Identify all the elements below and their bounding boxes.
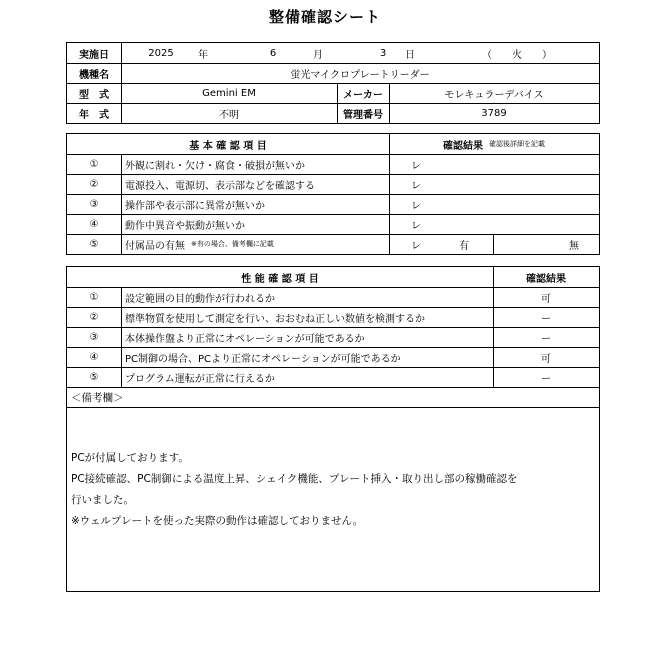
perf-row-num: ② — [89, 311, 99, 323]
page-title: 整備確認シート — [268, 8, 381, 26]
accessory-yes: 有 — [459, 240, 469, 252]
accessory-check: レ — [411, 240, 421, 252]
type-label: 機種名 — [79, 69, 109, 81]
year-model-value: 不明 — [219, 109, 239, 121]
date-weekday: （ 火 ） — [482, 49, 552, 61]
perf-row-num: ④ — [89, 351, 99, 363]
perf-header-result: 確認結果 — [526, 273, 566, 285]
basic-row-num: ① — [89, 158, 99, 170]
mgmt-value: 3789 — [481, 107, 507, 119]
perf-row-result: ー — [541, 313, 551, 325]
date-year: 2025 — [148, 47, 174, 59]
perf-header-items: 性 能 確 認 項 目 — [241, 273, 319, 285]
basic-header-items: 基 本 確 認 項 目 — [189, 140, 267, 152]
perf-row-num: ① — [89, 291, 99, 303]
perf-row-text: 本体操作盤より正常にオペレーションが可能であるか — [125, 333, 365, 345]
basic-row-text: 操作部や表示部に異常が無いか — [125, 200, 265, 212]
remarks-line: ※ウェルプレートを使った実際の動作は確認しておりません。 — [71, 515, 364, 527]
perf-row-text: プログラム運転が正常に行えるか — [125, 373, 275, 385]
perf-row-result: 可 — [541, 293, 551, 305]
basic-check-table — [66, 133, 600, 255]
basic-header-result — [389, 134, 599, 154]
perf-row-result: ー — [541, 333, 551, 345]
date-month-unit: 月 — [313, 49, 323, 61]
remarks-label: ＜備考欄＞ — [71, 391, 124, 404]
date-label: 実施日 — [79, 49, 109, 61]
basic-row-text: 電源投入、電源切、表示部などを確認する — [125, 180, 315, 192]
maker-label: メーカー — [343, 89, 383, 101]
date-day: 3 — [379, 47, 387, 59]
remarks-area — [67, 407, 599, 591]
remarks-line: PC接続確認、PC制御による温度上昇、シェイク機能、プレート挿入・取り出し部の稼働確認を — [71, 473, 518, 485]
year-model-label: 年 式 — [79, 109, 109, 121]
model-label: 型 式 — [79, 89, 109, 101]
perf-row-result: ー — [541, 373, 551, 385]
accessory-note: ※有の場合、備考欄に記載 — [191, 240, 274, 248]
basic-row-result: レ — [411, 180, 421, 192]
perf-row-num: ⑤ — [89, 371, 99, 383]
date-month: 6 — [269, 47, 277, 59]
mgmt-label: 管理番号 — [343, 109, 383, 121]
header-table — [66, 42, 600, 124]
basic-row-num: ③ — [89, 198, 99, 210]
perf-row-result: 可 — [541, 353, 551, 365]
basic-row-result: レ — [411, 160, 421, 172]
basic-header-result-note: 確認後詳細を記載 — [489, 140, 545, 148]
basic-header-result-label: 確認結果 — [443, 140, 483, 152]
date-year-unit: 年 — [198, 49, 208, 61]
perf-row-text: PC制御の場合、PCより正常にオペレーションが可能であるか — [125, 353, 401, 365]
basic-row-text: 動作中異音や振動が無いか — [125, 220, 245, 232]
perf-row-text: 標準物質を使用して測定を行い、おおむね正しい数値を検測するか — [125, 313, 425, 325]
basic-row-result: レ — [411, 200, 421, 212]
date-day-unit: 日 — [405, 49, 415, 61]
remarks-line: 行いました。 — [71, 494, 134, 506]
basic-row-result: レ — [411, 220, 421, 232]
basic-row-num: ② — [89, 178, 99, 190]
basic-row-num: ⑤ — [89, 238, 99, 250]
performance-check-table — [66, 266, 600, 592]
model-value: Gemini EM — [202, 87, 256, 99]
basic-row-num: ④ — [89, 218, 99, 230]
basic-row-text — [121, 234, 389, 254]
accessory-no: 無 — [569, 240, 579, 252]
type-value: 蛍光マイクロプレートリーダー — [290, 69, 430, 81]
maker-value: モレキュラーデバイス — [444, 89, 544, 101]
perf-row-num: ③ — [89, 331, 99, 343]
remarks-line: PCが付属しております。 — [71, 452, 189, 464]
accessory-label: 付属品の有無 — [125, 240, 185, 252]
basic-row-text: 外観に割れ・欠け・腐食・破損が無いか — [125, 160, 305, 172]
perf-row-text: 設定範囲の目的動作が行われるか — [125, 293, 275, 305]
